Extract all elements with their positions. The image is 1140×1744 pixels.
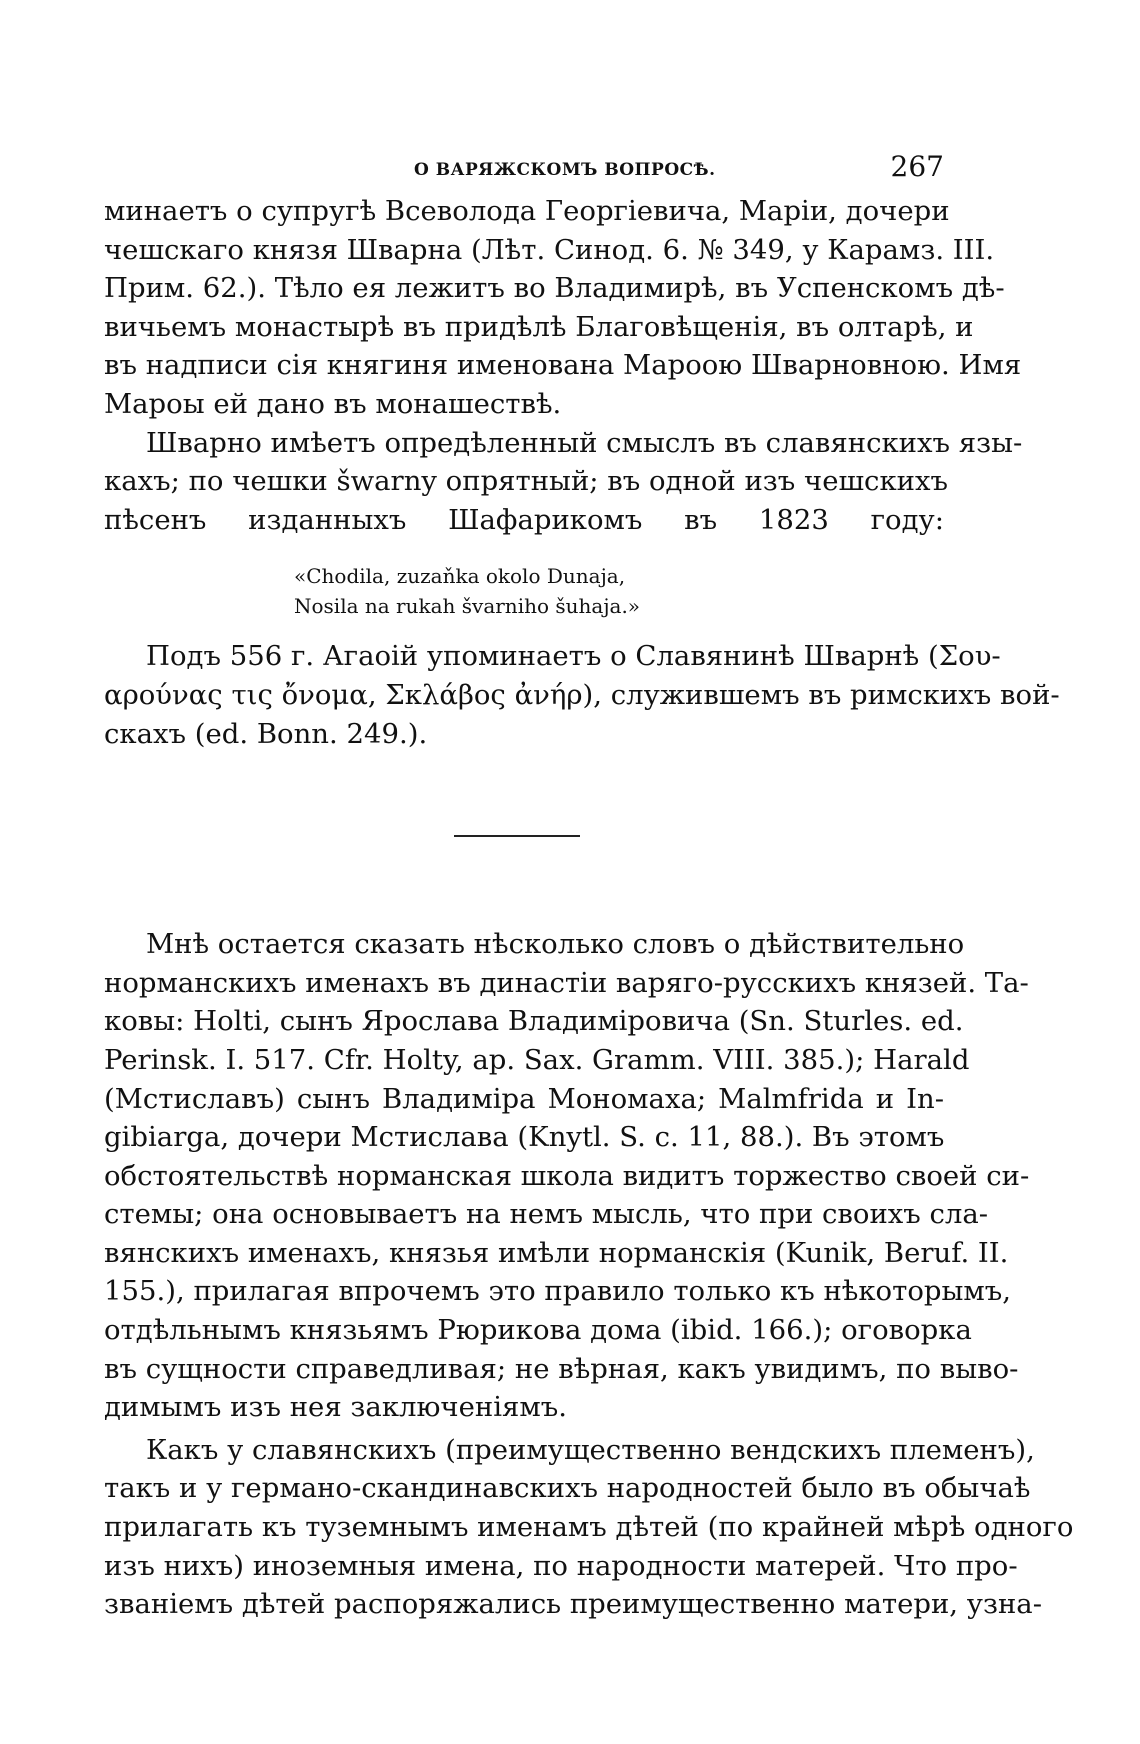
running-head (104, 146, 944, 190)
paragraph (104, 1431, 1074, 1624)
text-line: отдѣльнымъ князьямъ Рюрикова дома (ibid. 166.); оговорка (104, 1314, 972, 1347)
text-line: вичьемъ монастырѣ въ придѣлѣ Благовѣщенія, въ олтарѣ, и (104, 310, 974, 343)
text-line: такъ и у германо-скандинавскихъ народностей было въ обычаѣ (104, 1472, 1031, 1505)
text-line: обстоятельствѣ норманская школа видитъ торжество своей си- (104, 1159, 1030, 1192)
verse-line: Nosila na rukah švarniho šuhaja.» (294, 594, 641, 619)
text-line: чешскаго князя Шварна (Лѣт. Синод. 6. № 349, у Карамз. III. (104, 233, 995, 266)
text-line: gibiarga, дочери Мстислава (Knytl. S. c. 11, 88.). Въ этомъ (104, 1121, 945, 1154)
text-line: Какъ у славянскихъ (преимущественно вендскихъ племенъ), (146, 1433, 1035, 1466)
text-line: званіемъ дѣтей распоряжались преимущественно матери, узна- (104, 1588, 1042, 1621)
text-line: 155.), прилагая впрочемъ это правило только къ нѣкоторымъ, (104, 1275, 1012, 1308)
text-line: норманскихъ именахъ въ династіи варяго-русскихъ князей. Та- (104, 966, 1029, 999)
paragraph (104, 637, 1060, 753)
verse-quote (294, 561, 944, 621)
running-title: О ВАРЯЖСКОМЪ ВОПРОСѢ. (414, 160, 716, 180)
text-line: ковы: Holti, сынъ Ярослава Владиміровича (Sn. Sturles. ed. (104, 1005, 964, 1038)
text-line: αρούνας τις ὄνομα, Σκλάβος ἀνήρ), служившемъ въ римскихъ вой- (104, 678, 1060, 711)
text-line: Мнѣ остается сказать нѣсколько словъ о дѣйствительно (146, 928, 965, 961)
text-line: минаетъ о супругѣ Всеволода Георгіевича, Маріи, дочери (104, 195, 950, 227)
text-line: Подъ 556 г. Агаоій упоминаетъ о Славянинѣ Шварнѣ (Σου- (146, 640, 1001, 673)
text-line: Мароы ей дано въ монашествѣ. (104, 387, 562, 420)
text-line: стемы; она основываетъ на немъ мысль, что при своихъ сла- (104, 1198, 989, 1231)
text-line: въ сущности справедливая; не вѣрная, какъ увидимъ, по выво- (104, 1352, 1019, 1385)
text-line: вянскихъ именахъ, князья имѣли норманскія (Kunik, Beruf. II. (104, 1236, 1009, 1269)
text-line: прилагать къ туземнымъ именамъ дѣтей (по крайней мѣрѣ одного (104, 1511, 1074, 1544)
book-page (104, 146, 1074, 1624)
verse-line: «Chodila, zuzaňka okolo Dunaja, (294, 564, 626, 589)
paragraph (104, 925, 1030, 1427)
text-line: скахъ (ed. Bonn. 249.). (104, 717, 428, 750)
text-line: димымъ изъ нея заключеніямъ. (104, 1391, 567, 1424)
text-line: (Мстиславъ) сынъ Владиміра Мономаха; Malmfrida и In- (104, 1082, 944, 1115)
text-line: кахъ; по чешки šwarny опрятный; въ одной изъ чешскихъ (104, 465, 948, 498)
section-divider (454, 835, 580, 837)
paragraph (104, 424, 1023, 540)
text-line: Прим. 62.). Тѣло ея лежитъ во Владимирѣ, въ Успенскомъ дѣ- (104, 272, 1005, 305)
text-line: Perinsk. I. 517. Cfr. Holty, ap. Sax. Gramm. VIII. 385.); Harald (104, 1043, 970, 1076)
text-line: пѣсенъ изданныхъ Шафарикомъ въ 1823 году: (104, 503, 944, 536)
page-number: 267 (890, 150, 944, 183)
text-line: въ надписи сія княгиня именована Мароою Шварновною. Имя (104, 349, 1022, 382)
paragraph (104, 192, 1022, 424)
text-line: Шварно имѣетъ опредѣленный смыслъ въ славянскихъ язы- (146, 426, 1023, 459)
text-line: изъ нихъ) иноземныя имена, по народности матерей. Что про- (104, 1549, 1018, 1582)
